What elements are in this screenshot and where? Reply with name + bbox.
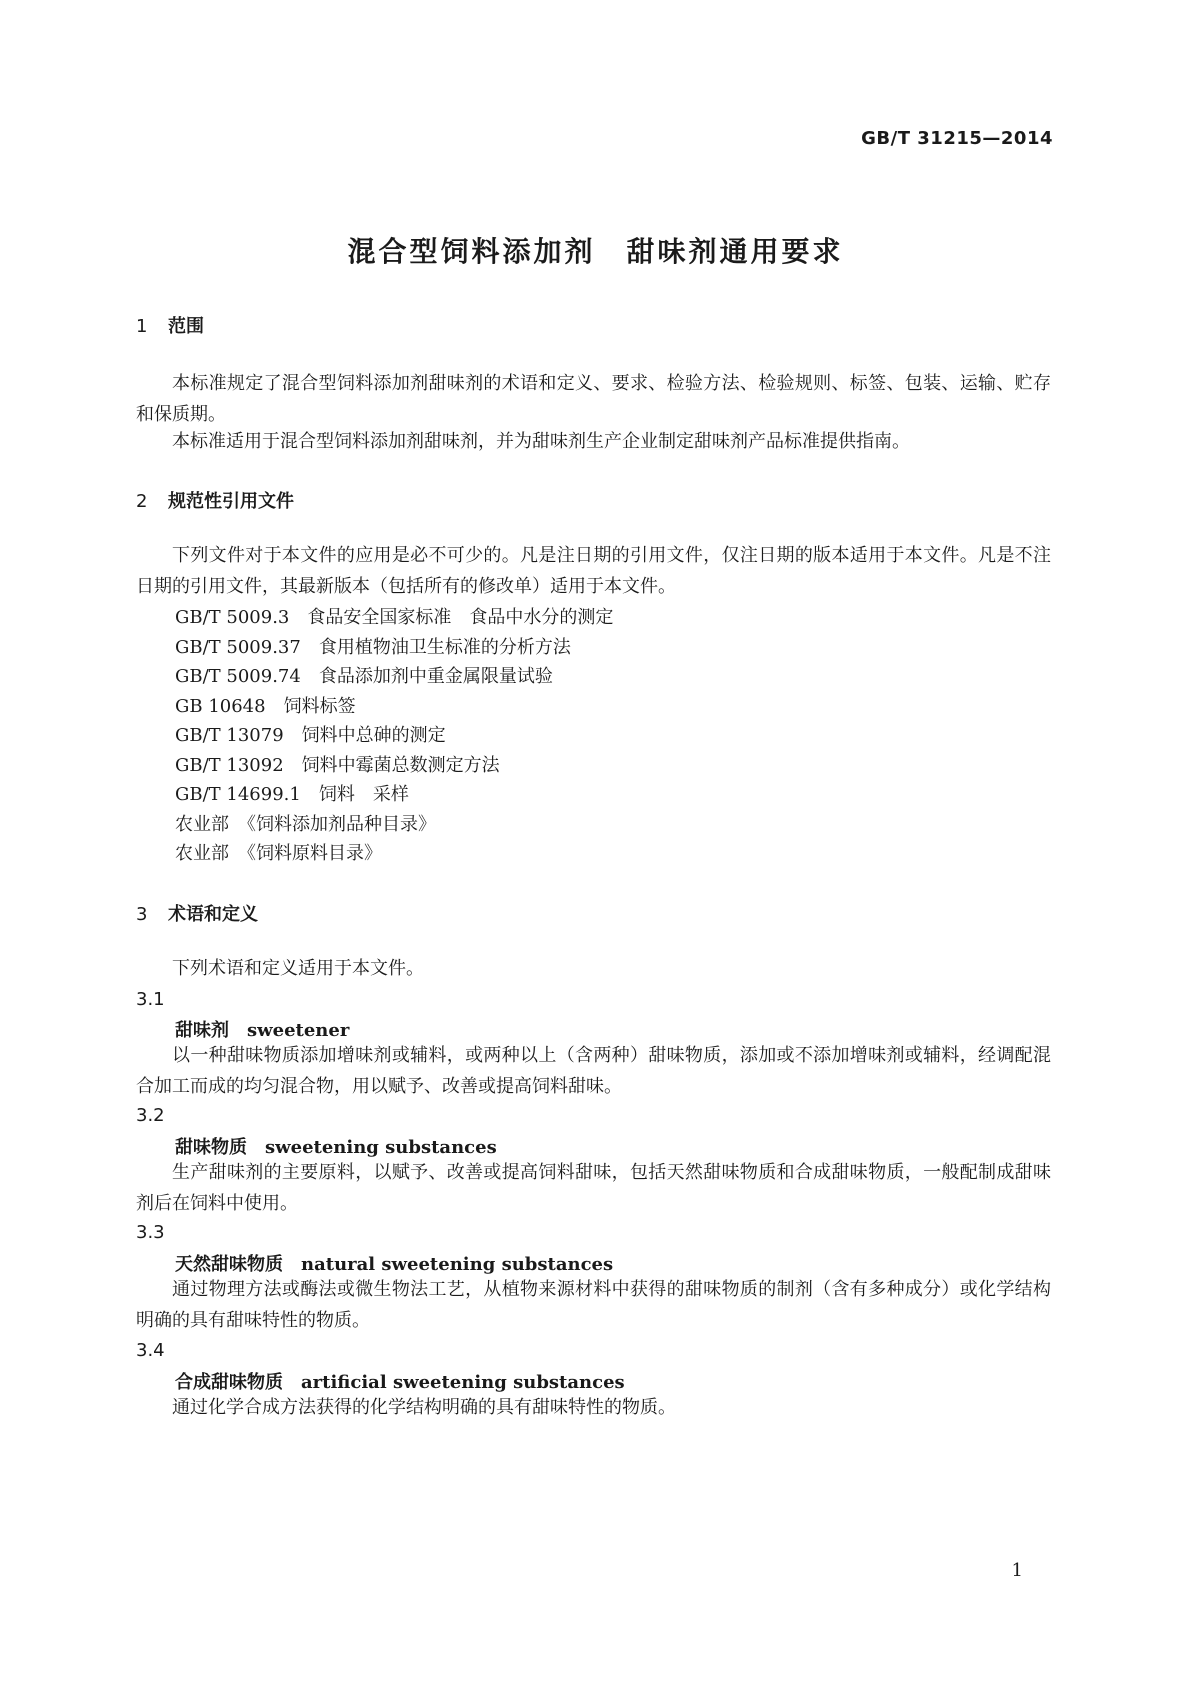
section-title: 术语和定义 <box>168 904 258 925</box>
section-3-heading <box>136 900 258 926</box>
term-en: artificial sweetening substances <box>301 1372 625 1393</box>
term-heading <box>175 1133 497 1159</box>
term-cn: 合成甜味物质 <box>175 1372 283 1393</box>
term-heading <box>175 1250 613 1276</box>
section-1-heading <box>136 312 204 338</box>
paragraph: 本标准规定了混合型饲料添加剂甜味剂的术语和定义、要求、检验方法、检验规则、标签、包装、运输、贮存和保质期。 <box>136 373 1051 425</box>
section-number: 3 <box>136 904 148 925</box>
term-definition: 生产甜味剂的主要原料，以赋予、改善或提高饲料甜味，包括天然甜味物质和合成甜味物质，一般配制成甜味剂后在饲料中使用。 <box>136 1162 1051 1214</box>
reference-item: GB/T 5009.37 食用植物油卫生标准的分析方法 <box>175 637 571 658</box>
term-number: 3.4 <box>136 1340 165 1361</box>
reference-item: GB/T 5009.3 食品安全国家标准 食品中水分的测定 <box>175 607 614 628</box>
section-2-heading <box>136 487 294 513</box>
paragraph: 本标准适用于混合型饲料添加剂甜味剂，并为甜味剂生产企业制定甜味剂产品标准提供指南。 <box>172 431 910 452</box>
term-definition: 通过化学合成方法获得的化学结构明确的具有甜味特性的物质。 <box>172 1397 676 1418</box>
reference-item: GB/T 13079 饲料中总砷的测定 <box>175 725 446 746</box>
term-cn: 甜味物质 <box>175 1137 247 1158</box>
term-definition: 以一种甜味物质添加增味剂或辅料，或两种以上（含两种）甜味物质，添加或不添加增味剂或辅料，经调配混合加工而成的均匀混合物，用以赋予、改善或提高饲料甜味。 <box>136 1045 1051 1097</box>
reference-item: GB 10648 饲料标签 <box>175 696 356 717</box>
reference-item: GB/T 5009.74 食品添加剂中重金属限量试验 <box>175 666 553 687</box>
standard-code: GB/T 31215—2014 <box>861 128 1053 149</box>
term-en: natural sweetening substances <box>301 1254 614 1275</box>
reference-item: 农业部 《饲料添加剂品种目录》 <box>175 814 436 835</box>
paragraph: 下列文件对于本文件的应用是必不可少的。凡是注日期的引用文件，仅注日期的版本适用于本文件。凡是不注日期的引用文件，其最新版本（包括所有的修改单）适用于本文件。 <box>136 545 1051 597</box>
reference-item: GB/T 14699.1 饲料 采样 <box>175 784 409 805</box>
term-cn: 甜味剂 <box>175 1020 229 1041</box>
section-number: 2 <box>136 491 148 512</box>
term-heading <box>175 1368 625 1394</box>
term-number: 3.3 <box>136 1222 165 1243</box>
section-number: 1 <box>136 316 148 337</box>
page-number: 1 <box>1011 1560 1023 1581</box>
reference-item: 农业部 《饲料原料目录》 <box>175 843 382 864</box>
document-title: 混合型饲料添加剂 甜味剂通用要求 <box>347 235 844 268</box>
term-number: 3.1 <box>136 989 165 1010</box>
term-en: sweetening substances <box>265 1137 497 1158</box>
term-definition: 通过物理方法或酶法或微生物法工艺，从植物来源材料中获得的甜味物质的制剂（含有多种成分）或化学结构明确的具有甜味特性的物质。 <box>136 1279 1051 1331</box>
term-number: 3.2 <box>136 1105 165 1126</box>
reference-item: GB/T 13092 饲料中霉菌总数测定方法 <box>175 755 500 776</box>
section-title: 规范性引用文件 <box>168 491 294 512</box>
term-cn: 天然甜味物质 <box>175 1254 283 1275</box>
section-title: 范围 <box>168 316 204 337</box>
term-heading <box>175 1016 349 1042</box>
paragraph: 下列术语和定义适用于本文件。 <box>172 958 424 979</box>
term-en: sweetener <box>247 1020 350 1041</box>
